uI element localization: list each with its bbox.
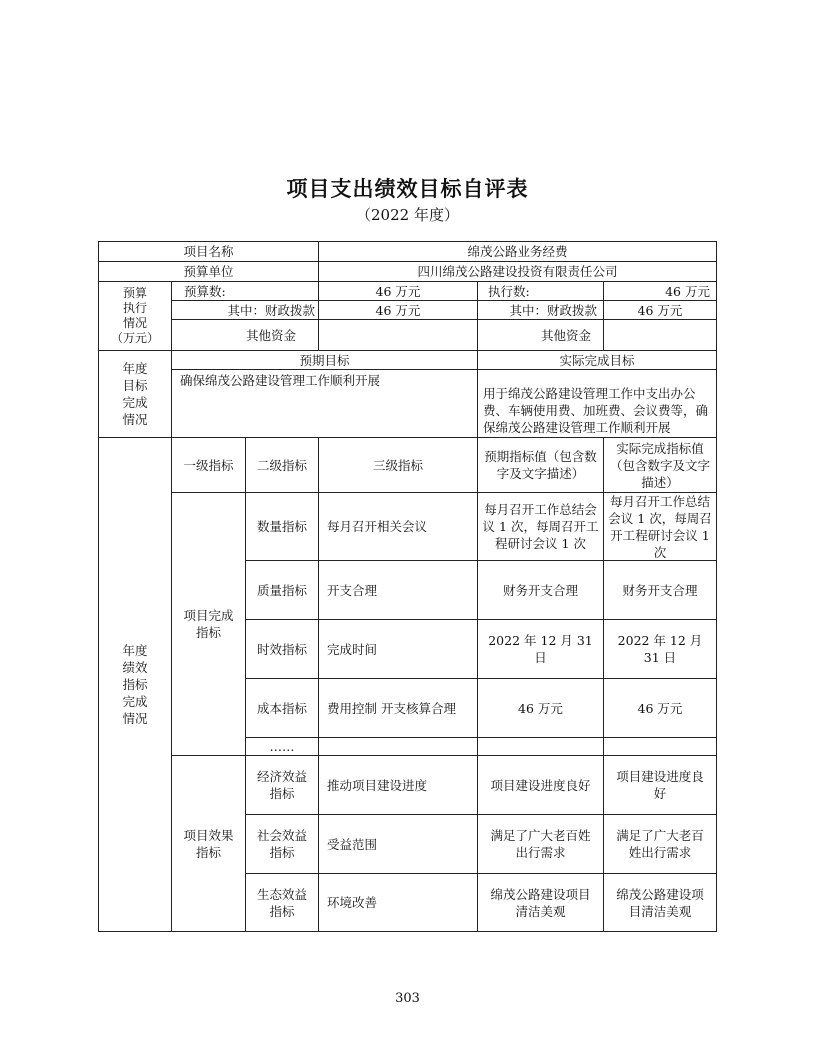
indicator-row-actual: 绵茂公路建设项目清洁美观 [616, 886, 704, 919]
actual-goal-text: 用于绵茂公路建设管理工作中支出办公费、车辆使用费、加班费、会议费等，确保绵茂公路建设管理工作顺利开展 [483, 385, 709, 435]
indicator-row-level2: …… [269, 739, 295, 754]
indicator-row-expected: 绵茂公路建设项目清洁美观 [490, 886, 591, 919]
budget-unit-label: 预算单位 [183, 264, 234, 279]
executed-amount-label: 执行数: [488, 283, 530, 299]
actual-value-header: 实际完成指标值（包含数字及文字描述） [609, 440, 710, 490]
expected-value-header: 预期指标值（包含数字及文字描述） [484, 449, 597, 481]
executed-fiscal-label: 其中：财政拨款 [509, 302, 597, 318]
indicator-row-expected: 满足了广大老百姓出行需求 [490, 828, 591, 860]
indicator-row-level2: 社会效益 指标 [256, 828, 307, 860]
indicators-section-label: 年度 绩效 指标 完成 情况 [122, 643, 148, 726]
indicator-row-level3: 环境改善 [327, 895, 378, 910]
actual-goal-header: 实际完成目标 [559, 352, 635, 368]
indicator-row-actual: 46 万元 [637, 700, 683, 716]
indicator-row-expected: 每月召开工作总结会议 1 次，每周召开工程研讨会议 1 次 [482, 502, 599, 551]
expected-goal-text: 确保绵茂公路建设管理工作顺利开展 [180, 372, 381, 388]
page-title: 项目支出绩效目标自评表 [286, 177, 529, 201]
project-effect-indicators: 项目效果 指标 [183, 827, 234, 860]
indicator-row-expected: 2022 年 12 月 31 日 [488, 633, 593, 665]
year-subtitle: （2022 年度） [356, 206, 459, 224]
indicator-row-level2: 成本指标 [256, 700, 307, 716]
project-completion-indicators: 项目完成 指标 [183, 608, 234, 640]
executed-amount-value: 46 万元 [665, 283, 710, 299]
indicator-row-level2: 经济效益 指标 [256, 769, 307, 801]
level2-header: 二级指标 [256, 457, 307, 473]
budget-section-label: 预算 执行 情况 （万元） [110, 286, 159, 345]
indicator-row-actual: 满足了广大老百姓出行需求 [616, 828, 704, 860]
indicator-row-actual: 每月召开工作总结会议 1 次，每周召开工程研讨会议 1 次 [608, 493, 712, 560]
indicator-row-actual: 财务开支合理 [622, 582, 698, 598]
indicator-row-level3: 推动项目建设进度 [327, 777, 428, 793]
budget-unit-value: 四川绵茂公路建设投资有限责任公司 [417, 264, 618, 279]
executed-other-funds-label: 其他资金 [540, 327, 591, 343]
project-name-value: 绵茂公路业务经费 [467, 244, 568, 259]
indicator-row-level2: 时效指标 [256, 641, 307, 657]
indicator-row-actual: 2022 年 12 月 31 日 [617, 633, 703, 665]
indicator-row-expected: 财务开支合理 [502, 582, 578, 598]
indicator-row-level3: 受益范围 [327, 836, 378, 852]
indicator-row-level2: 数量指标 [256, 519, 307, 534]
indicator-row-level3: 完成时间 [327, 641, 378, 657]
expected-goal-header: 预期目标 [299, 352, 350, 368]
fiscal-allocation-value: 46 万元 [375, 302, 421, 318]
goal-section-label: 年度 目标 完成 情况 [122, 361, 148, 427]
indicator-row-level2: 生态效益 指标 [256, 886, 307, 919]
project-name-label: 项目名称 [183, 244, 234, 259]
fiscal-allocation-label: 其中：财政拨款 [227, 302, 315, 318]
indicator-row-actual: 项目建设进度良好 [616, 769, 704, 801]
level1-header: 一级指标 [183, 457, 234, 473]
indicator-row-expected: 46 万元 [518, 700, 563, 716]
other-funds-label: 其他资金 [245, 327, 296, 343]
budget-amount-value: 46 万元 [375, 283, 421, 299]
indicator-row-level2: 质量指标 [256, 582, 307, 598]
indicator-row-level3: 每月召开相关会议 [327, 519, 428, 534]
executed-fiscal-value: 46 万元 [637, 302, 683, 318]
indicator-row-level3: 开支合理 [327, 582, 378, 598]
level3-header: 三级指标 [372, 457, 423, 473]
page-number: 303 [395, 991, 420, 1006]
indicator-row-expected: 项目建设进度良好 [490, 777, 591, 793]
budget-amount-label: 预算数: [184, 283, 226, 299]
indicator-row-level3: 费用控制 开支核算合理 [327, 700, 456, 716]
